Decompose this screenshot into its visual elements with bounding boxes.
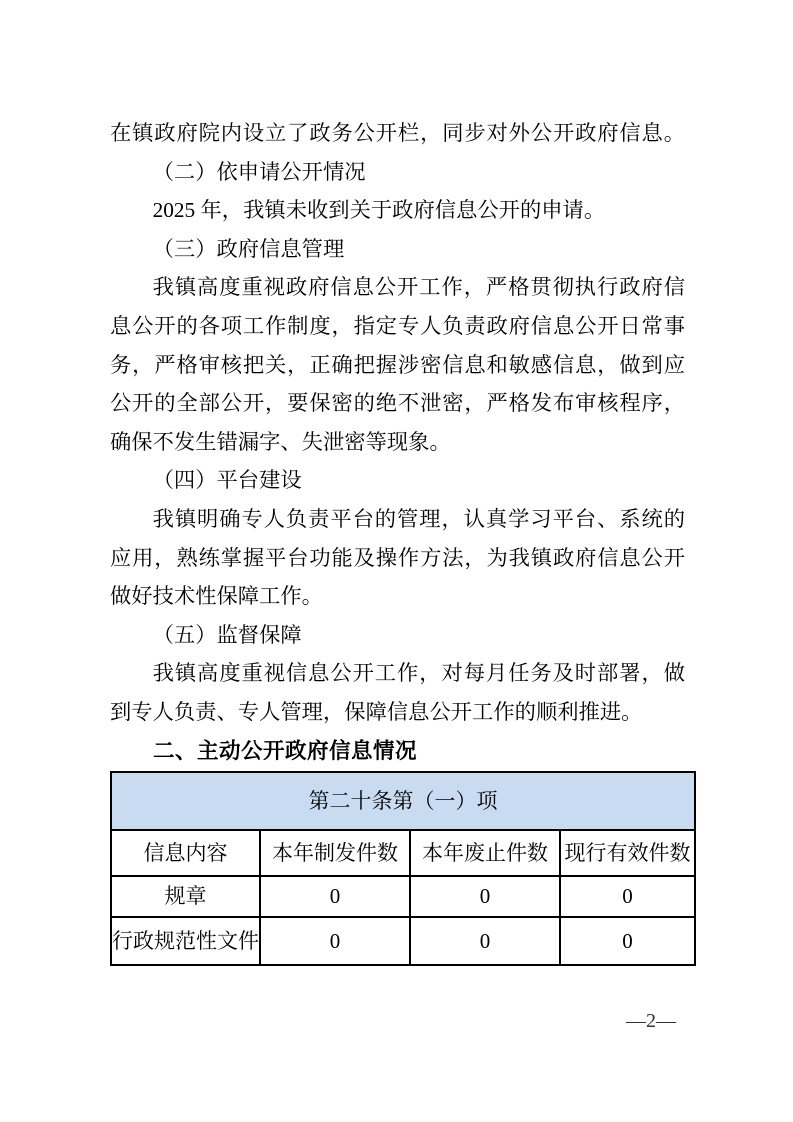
column-header-info-content: 信息内容 — [111, 830, 260, 876]
cell-value: 0 — [410, 917, 560, 965]
paragraph-supervision-guarantee: 我镇高度重视信息公开工作，对每月任务及时部署，做到专人负责、专人管理，保障信息公开工作的顺利推进。 — [110, 661, 685, 724]
cell-value: 0 — [560, 917, 695, 965]
table-header-row — [111, 830, 695, 876]
column-header-repealed-this-year: 本年废止件数 — [410, 830, 560, 876]
cell-value: 0 — [560, 876, 695, 917]
section-heading-proactive-disclosure: 二、主动公开政府信息情况 — [153, 738, 418, 763]
subheading-info-management: （三）政府信息管理 — [152, 236, 345, 261]
paragraph-request-disclosure: 2025 年，我镇未收到关于政府信息公开的申请。 — [152, 198, 606, 223]
page-number: —2— — [626, 1010, 676, 1032]
document-content — [110, 114, 691, 966]
subheading-request-disclosure: （二）依申请公开情况 — [152, 159, 366, 184]
subheading-platform-construction: （四）平台建设 — [152, 468, 302, 493]
paragraph-platform-construction: 我镇明确专人负责平台的管理，认真学习平台、系统的应用，熟练掌握平台功能及操作方法，为我镇政府信息公开做好技术性保障工作。 — [110, 506, 685, 609]
column-header-issued-this-year: 本年制发件数 — [260, 830, 410, 876]
row-label-normative-documents: 行政规范性文件 — [111, 917, 260, 965]
table-title-row — [111, 772, 695, 830]
paragraph-info-management: 我镇高度重视政府信息公开工作，严格贯彻执行政府信息公开的各项工作制度，指定专人负责政府信息公开日常事务，严格审核把关，正确把握涉密信息和敏感信息，做到应公开的全部公开，要保密的绝不泄密，严格发布审核程序，确保不发生错漏字、失泄密等现象。 — [110, 275, 685, 454]
row-label-regulations: 规章 — [111, 876, 260, 917]
disclosure-statistics-table — [110, 771, 696, 966]
cell-value: 0 — [260, 917, 410, 965]
table-row — [111, 876, 695, 917]
table-title: 第二十条第（一）项 — [111, 772, 695, 830]
subheading-supervision-guarantee: （五）监督保障 — [152, 622, 302, 647]
cell-value: 0 — [410, 876, 560, 917]
table-row — [111, 917, 695, 965]
paragraph-continuation: 在镇政府院内设立了政务公开栏，同步对外公开政府信息。 — [110, 121, 685, 145]
cell-value: 0 — [260, 876, 410, 917]
column-header-currently-effective: 现行有效件数 — [560, 830, 695, 876]
